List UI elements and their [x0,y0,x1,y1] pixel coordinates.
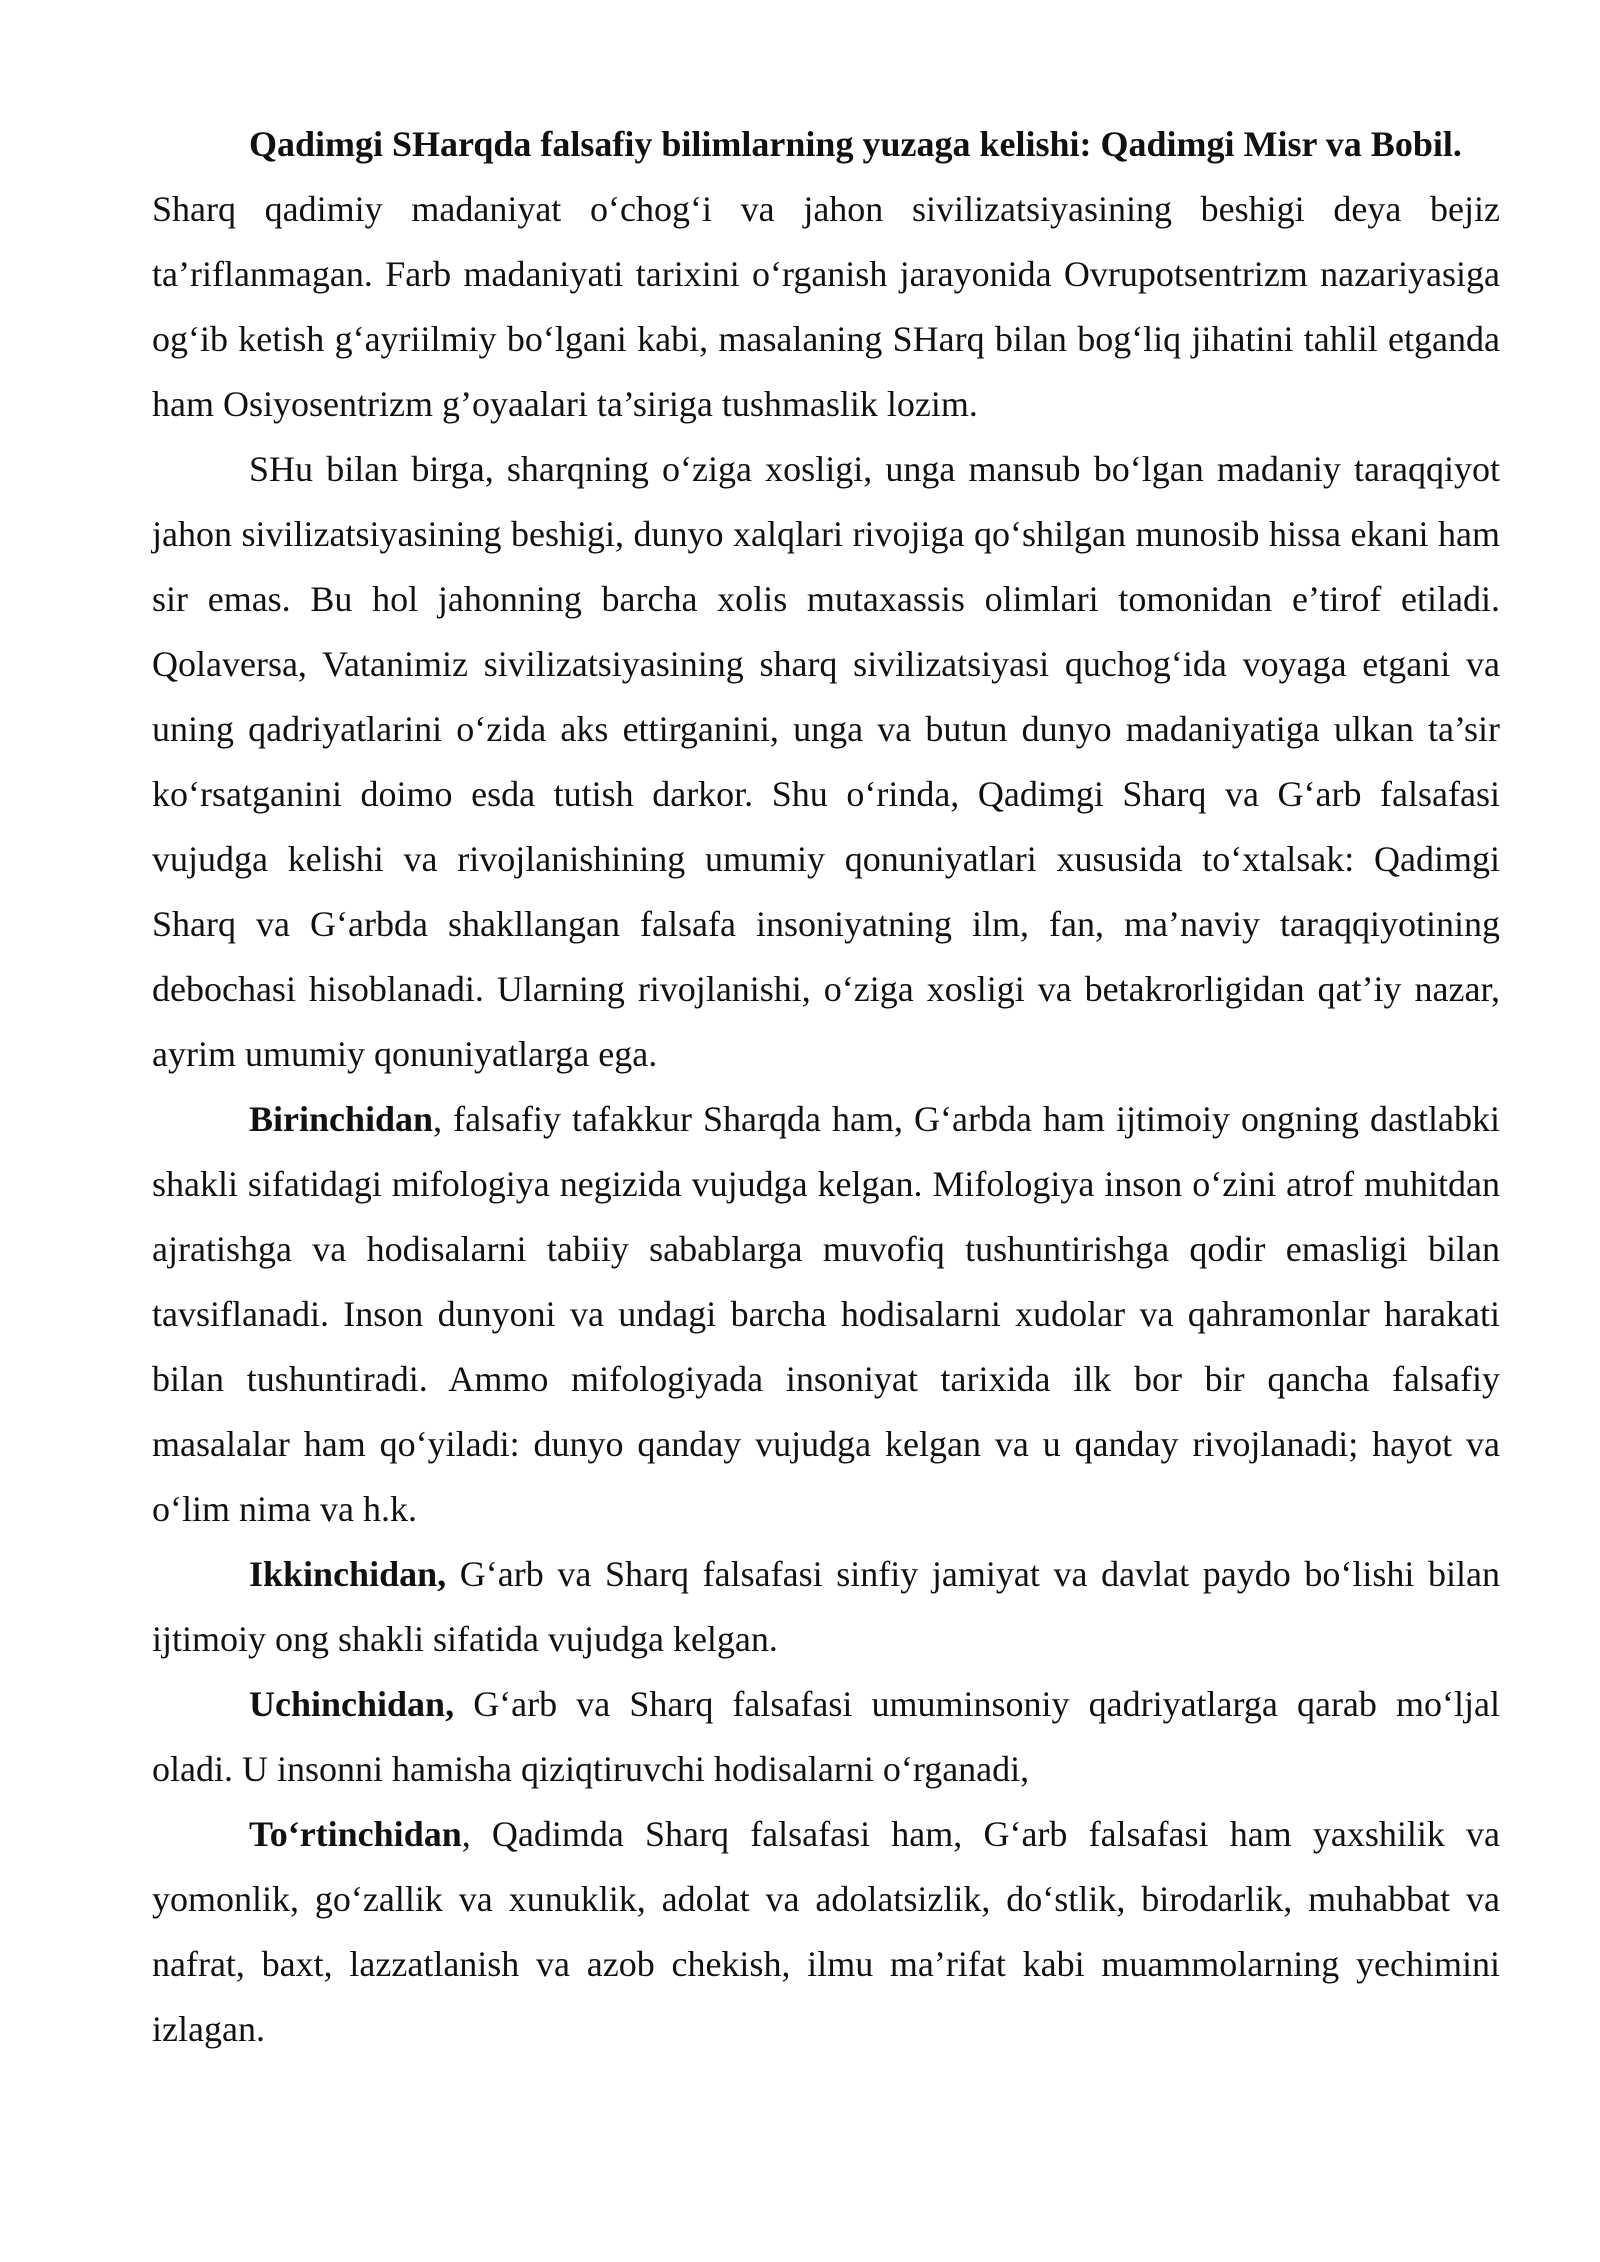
paragraph-2: SHu bilan birga, sharqning o‘ziga xosligi, unga mansub bo‘lgan madaniy taraqqiyot jahon sivilizatsiyasining beshigi, dunyo xalqlari rivojiga qo‘shilgan munosib hissa ekani ham sir emas. Bu hol jahonning barcha xolis mutaxassis olimlari tomonidan e’tirof etiladi. Qolaversa, Vatanimiz sivilizatsiyasining sharq sivilizatsiyasi quchog‘ida voyaga etgani va uning qadriyatlarini o‘zida aks ettirganini, unga va butun dunyo madaniyatiga ulkan ta’sir ko‘rsatganini doimo esda tutish darkor. Shu o‘rinda, Qadimgi Sharq va G‘arb falsafasi vujudga kelishi va rivojlanishining umumiy qonuniyatlari xususida to‘xtalsak: Qadimgi Sharq va G‘arbda shakllangan falsafa insoniyatning ilm, fan, ma’naviy taraqqiyotining debochasi hisoblanadi. Ularning rivojlanishi, o‘ziga xosligi va betakrorligidan qat’iy nazar, ayrim umumiy qonuniyatlarga ega. [152,449,1500,1074]
point-text-3: G‘arb va Sharq falsafasi umuminsoniy qadriyatlarga qarab mo‘ljal oladi. U insonni hamisha qiziqtiruvchi hodisalarni o‘rganadi, [152,1684,1500,1789]
point-paragraph-4 [152,1802,1500,2062]
point-text-1: , falsafiy tafakkur Sharqda ham, G‘arbda ham ijtimoiy ongning dastlabki shakli sifatidagi mifologiya negizida vujudga kelgan. Mifologiya inson o‘zini atrof muhitdan ajratishga va hodisalarni tabiiy sabablarga muvofiq tushuntirishga qodir emasligi bilan tavsiflanadi. Inson dunyoni va undagi barcha hodisalarni xudolar va qahramonlar harakati bilan tushuntiradi. Ammo mifologiyada insoniyat tarixida ilk bor bir qancha falsafiy masalalar ham qo‘yiladi: dunyo qanday vujudga kelgan va u qanday rivojlanadi; hayot va o‘lim nima va h.k. [152,1099,1500,1529]
document-title: Qadimgi SHarqda falsafiy bilimlarning yuzaga kelishi: Qadimgi Misr va Bobil. [249,124,1462,164]
document-page [152,112,1500,2062]
point-paragraph-2 [152,1542,1500,1672]
intro-paragraph [152,112,1500,437]
point-text-4: , Qadimda Sharq falsafasi ham, G‘arb falsafasi ham yaxshilik va yomonlik, go‘zallik va xunuklik, adolat va adolatsizlik, do‘stlik, birodarlik, muhabbat va nafrat, baxt, lazzatlanish va azob chekish, ilmu ma’rifat kabi muammolarning yechimini izlagan. [152,1814,1500,2049]
point-lead-1: Birinchidan [249,1099,434,1139]
intro-text: Sharq qadimiy madaniyat o‘chog‘i va jahon sivilizatsiyasining beshigi deya bejiz ta’riflanmagan. Farb madaniyati tarixini o‘rganish jarayonida Ovrupotsentrizm nazariyasiga og‘ib ketish g‘ayriilmiy bo‘lgani kabi, masalaning SHarq bilan bog‘liq jihatini tahlil etganda ham Osiyosentrizm g’oyaalari ta’siriga tushmaslik lozim. [152,189,1500,424]
point-text-2: G‘arb va Sharq falsafasi sinfiy jamiyat va davlat paydo bo‘lishi bilan ijtimoiy ong shakli sifatida vujudga kelgan. [152,1554,1500,1659]
point-lead-2: Ikkinchidan, [249,1554,447,1594]
point-lead-3: Uchinchidan, [249,1684,455,1724]
point-paragraph-3 [152,1672,1500,1802]
point-paragraph-1 [152,1087,1500,1542]
point-lead-4: To‘rtinchidan [249,1814,462,1854]
